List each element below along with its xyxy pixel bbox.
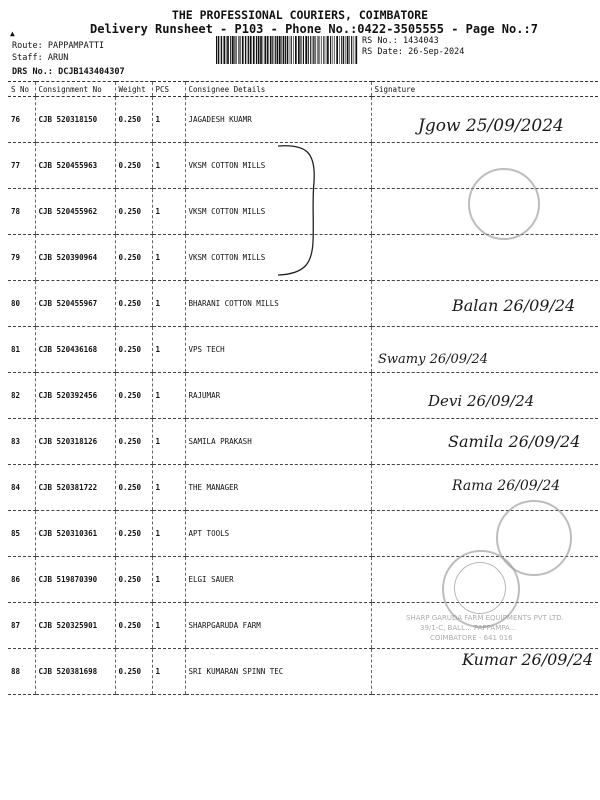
staff-line [12, 52, 125, 64]
document-subtitle: Delivery Runsheet - P103 - Phone No.:0422-3505555 - Page No.:7 [90, 22, 538, 36]
consignee-cell: JAGADESH KUAMR [185, 97, 371, 143]
stamp-sharp-line1: SHARP GARUDA FARM EQUIPMENTS PVT LTD. [406, 614, 564, 622]
consignee-cell: BHARANI COTTON MILLS [185, 281, 371, 327]
pcs-cell: 1 [152, 97, 185, 143]
rs-no-value: 1434043 [402, 36, 439, 46]
rs-date-line [362, 47, 464, 58]
consignment-cell: CJB 519870390 [35, 557, 115, 603]
signature-88: Kumar 26/09/24 [462, 650, 594, 669]
route-label: Route: [12, 41, 43, 51]
consignee-cell: ELGI SAUER [185, 557, 371, 603]
stamp-vksm [468, 168, 540, 240]
sno-cell: 76 [8, 97, 35, 143]
pcs-cell: 1 [152, 465, 185, 511]
drs-line [12, 66, 125, 78]
pcs-cell: 1 [152, 143, 185, 189]
consignee-cell: APT TOOLS [185, 511, 371, 557]
sno-cell: 84 [8, 465, 35, 511]
rs-info-block [362, 36, 464, 58]
table-header-row [8, 82, 598, 97]
column-header-consignment: Consignment No [35, 82, 115, 97]
consignment-cell: CJB 520381698 [35, 649, 115, 695]
consignment-cell: CJB 520455962 [35, 189, 115, 235]
pcs-cell: 1 [152, 373, 185, 419]
stamp-elgi-inner [454, 562, 506, 614]
sno-cell: 86 [8, 557, 35, 603]
sno-cell: 77 [8, 143, 35, 189]
sno-cell: 87 [8, 603, 35, 649]
weight-cell: 0.250 [115, 419, 152, 465]
rs-no-line [362, 36, 464, 47]
signature-81: Swamy 26/09/24 [378, 352, 488, 367]
consignee-cell: THE MANAGER [185, 465, 371, 511]
sno-cell: 88 [8, 649, 35, 695]
consignment-cell: CJB 520455967 [35, 281, 115, 327]
pcs-cell: 1 [152, 281, 185, 327]
signature-84: Rama 26/09/24 [452, 478, 561, 494]
column-header-signature: Signature [371, 82, 598, 97]
consignment-cell: CJB 520436168 [35, 327, 115, 373]
sno-cell: 82 [8, 373, 35, 419]
sno-cell: 81 [8, 327, 35, 373]
signature-83: Samila 26/09/24 [448, 432, 581, 451]
staff-label: Staff: [12, 53, 43, 63]
pcs-cell: 1 [152, 603, 185, 649]
consignee-cell: SHARPGARUDA FARM [185, 603, 371, 649]
consignee-cell: RAJUMAR [185, 373, 371, 419]
sno-cell: 80 [8, 281, 35, 327]
consignment-cell: CJB 520318126 [35, 419, 115, 465]
route-value: PAPPAMPATTI [47, 41, 105, 51]
weight-cell: 0.250 [115, 373, 152, 419]
stamp-sharp-line3: COIMBATORE - 641 016 [430, 634, 513, 642]
signature-cell [371, 235, 598, 281]
weight-cell: 0.250 [115, 97, 152, 143]
rs-date-value: 26-Sep-2024 [408, 47, 465, 57]
consignee-cell: VKSM COTTON MILLS [185, 143, 371, 189]
signature-82: Devi 26/09/24 [428, 392, 535, 410]
scan-mark: ▲ [10, 29, 15, 38]
pcs-cell: 1 [152, 557, 185, 603]
weight-cell: 0.250 [115, 143, 152, 189]
column-header-consignee: Consignee Details [185, 82, 371, 97]
signature-80: Balan 26/09/24 [452, 296, 576, 315]
consignee-cell: VPS TECH [185, 327, 371, 373]
sno-cell: 83 [8, 419, 35, 465]
consignee-cell: SRI KUMARAN SPINN TEC [185, 649, 371, 695]
consignee-cell: VKSM COTTON MILLS [185, 235, 371, 281]
weight-cell: 0.250 [115, 235, 152, 281]
column-header-weight: Weight [115, 82, 152, 97]
consignee-cell: SAMILA PRAKASH [185, 419, 371, 465]
consignment-cell: CJB 520310361 [35, 511, 115, 557]
consignment-cell: CJB 520318150 [35, 97, 115, 143]
barcode-image [215, 36, 358, 64]
pcs-cell: 1 [152, 649, 185, 695]
weight-cell: 0.250 [115, 603, 152, 649]
document-title: THE PROFESSIONAL COURIERS, COIMBATORE [171, 8, 429, 22]
sno-cell: 79 [8, 235, 35, 281]
drs-label: DRS No.: [12, 67, 53, 77]
consignment-cell: CJB 520455963 [35, 143, 115, 189]
route-line [12, 40, 125, 52]
rs-date-label: RS Date: [362, 47, 403, 57]
consignment-cell: CJB 520390964 [35, 235, 115, 281]
weight-cell: 0.250 [115, 189, 152, 235]
weight-cell: 0.250 [115, 557, 152, 603]
weight-cell: 0.250 [115, 511, 152, 557]
route-staff-block [12, 40, 125, 78]
pcs-cell: 1 [152, 189, 185, 235]
sno-cell: 85 [8, 511, 35, 557]
column-header-sno: S No [8, 82, 35, 97]
signature-76: Jgow 25/09/2024 [418, 116, 564, 136]
pcs-cell: 1 [152, 419, 185, 465]
pcs-cell: 1 [152, 327, 185, 373]
stamp-sharp-line2: 39/1-C, BALL... PAPPAMPA... [420, 624, 517, 632]
bracket-mark [276, 142, 320, 278]
consignment-cell: CJB 520392456 [35, 373, 115, 419]
weight-cell: 0.250 [115, 281, 152, 327]
consignee-cell: VKSM COTTON MILLS [185, 189, 371, 235]
rs-no-label: RS No.: [362, 36, 398, 46]
table-row [8, 327, 598, 373]
sno-cell: 78 [8, 189, 35, 235]
pcs-cell: 1 [152, 235, 185, 281]
weight-cell: 0.250 [115, 327, 152, 373]
consignment-cell: CJB 520325901 [35, 603, 115, 649]
weight-cell: 0.250 [115, 465, 152, 511]
consignment-cell: CJB 520381722 [35, 465, 115, 511]
staff-value: ARUN [47, 53, 69, 63]
drs-value: DCJB143404307 [58, 67, 125, 77]
pcs-cell: 1 [152, 511, 185, 557]
weight-cell: 0.250 [115, 649, 152, 695]
column-header-pcs: PCS [152, 82, 185, 97]
